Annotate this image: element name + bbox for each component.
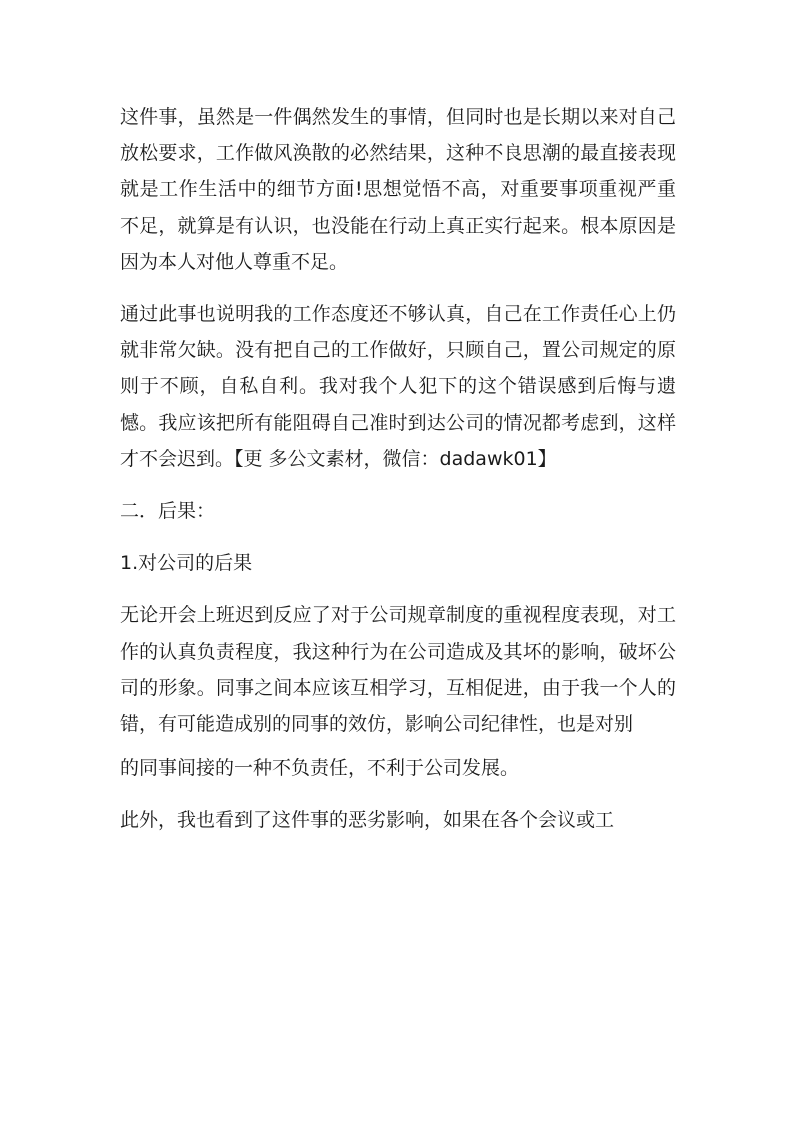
paragraph-further-impact: 此外，我也看到了这件事的恶劣影响，如果在各个会议或工 <box>120 809 615 832</box>
paragraph-company-impact: 无论开会上班迟到反应了对于公司规章制度的重视程度表现，对工作的认真负责程度，我这种行为在公司造成及其坏的影响，破坏公司的形象。同事之间本应该互相学习，互相促进，由于我一个人的错，有可能造成别的同事的效仿，影响公司纪律性，也是对别 <box>120 604 676 736</box>
subheading-company-consequences: 1.对公司的后果 <box>120 552 253 575</box>
section-heading-consequences: 二．后果： <box>120 500 216 523</box>
document-body <box>120 99 676 855</box>
paragraph-cause-analysis: 这件事，虽然是一件偶然发生的事情，但同时也是长期以来对自己放松要求，工作做风涣散的必然结果，这种不良思潮的最直接表现就是工作生活中的细节方面!思想觉悟不高，对重要事项重视严重不足，就算是有认识，也没能在行动上真正实行起来。根本原因是因为本人对他人尊重不足。 <box>120 106 676 273</box>
paragraph-company-impact-continued: 的同事间接的一种不负责任，不利于公司发展。 <box>120 757 520 780</box>
paragraph-work-attitude: 通过此事也说明我的工作态度还不够认真，自己在工作责任心上仍就非常欠缺。没有把自己的工作做好，只顾自己，置公司规定的原则于不顾，自私自利。我对我个人犯下的这个错误感到后悔与遗憾。我应该把所有能阻碍自己准时到达公司的情况都考虑到，这样才不会迟到。【更 多公文素材，微信：dadawk01】 <box>120 303 676 470</box>
